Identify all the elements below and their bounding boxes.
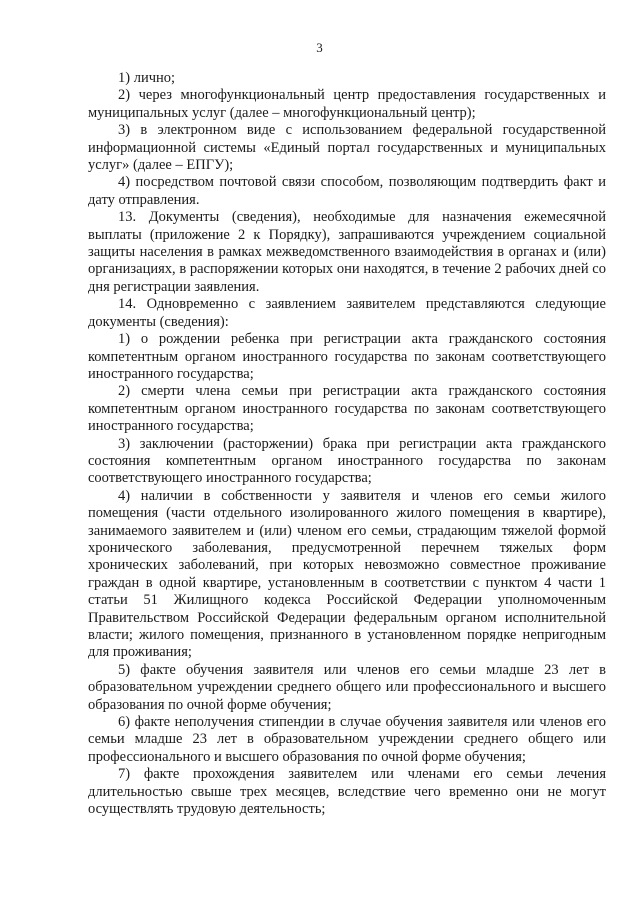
list-item-mfc: 2) через многофункциональный центр предоставления государственных и муниципальных услуг (далее – многофункциональный центр); <box>88 87 606 121</box>
list-item-mail: 4) посредством почтовой связи способом, позволяющим подтвердить факт и дату отправления. <box>88 174 606 208</box>
list-item-epgu: 3) в электронном виде с использованием федеральной государственной информационной системы «Единый портал государственных и муниципальных услуг» (далее – ЕПГУ); <box>88 122 606 174</box>
list-item-in-person: 1) лично; <box>118 70 176 86</box>
clause-14: 14. Одновременно с заявлением заявителем представляются следующие документы (сведения): <box>88 296 606 330</box>
list-item-death: 2) смерти члена семьи при регистрации акта гражданского состояния компетентным органом иностранного государства по законам соответствующего иностранного государства; <box>88 383 606 435</box>
document-body <box>88 70 606 818</box>
list-item-birth: 1) о рождении ребенка при регистрации акта гражданского состояния компетентным органом иностранного государства по законам соответствующего иностранного государства; <box>88 331 606 382</box>
clause-13: 13. Документы (сведения), необходимые для назначения ежемесячной выплаты (приложение 2 к Порядку), запрашиваются учреждением социальной защиты населения в рамках межведомственного взаимодействия в органах и (или) организациях, в распоряжении которых они находятся, в течение 2 рабочих дней со дня регистрации заявления. <box>88 209 606 295</box>
list-item-treatment: 7) факте прохождения заявителем или членами его семьи лечения длительностью свыше трех месяцев, вследствие чего временно они не могут осуществлять трудовую деятельность; <box>88 766 606 818</box>
list-item-housing: 4) наличии в собственности у заявителя и членов его семьи жилого помещения (части отдельного изолированного жилого помещения в квартире), занимаемого заявителем и (или) членом его семьи, страдающим тяжелой формой хронического заболевания, предусмотренной перечнем тяжелых форм хронических заболеваний, при которых невозможно совместное проживание граждан в одной квартире, установленным в соответствии с пунктом 4 части 1 статьи 51 Жилищного кодекса Российской Федерации уполномоченным Правительством Российской Федерации федеральным органом исполнительной власти; жилого помещения, признанного в установленном порядке непригодным для проживания; <box>88 487 606 661</box>
list-item-stipend: 6) факте неполучения стипендии в случае обучения заявителя или членов его семьи младше 23 лет в образовательном учреждении среднего общего или профессионального и высшего образования по очной форме обучения; <box>88 714 606 765</box>
page-number: 3 <box>316 40 323 55</box>
list-item-marriage: 3) заключении (расторжении) брака при регистрации акта гражданского состояния компетентным органом иностранного государства по законам соответствующего иностранного государства; <box>88 435 606 487</box>
list-item-education: 5) факте обучения заявителя или членов его семьи младше 23 лет в образовательном учреждении среднего общего или профессионального и высшего образования по очной форме обучения; <box>88 661 606 713</box>
